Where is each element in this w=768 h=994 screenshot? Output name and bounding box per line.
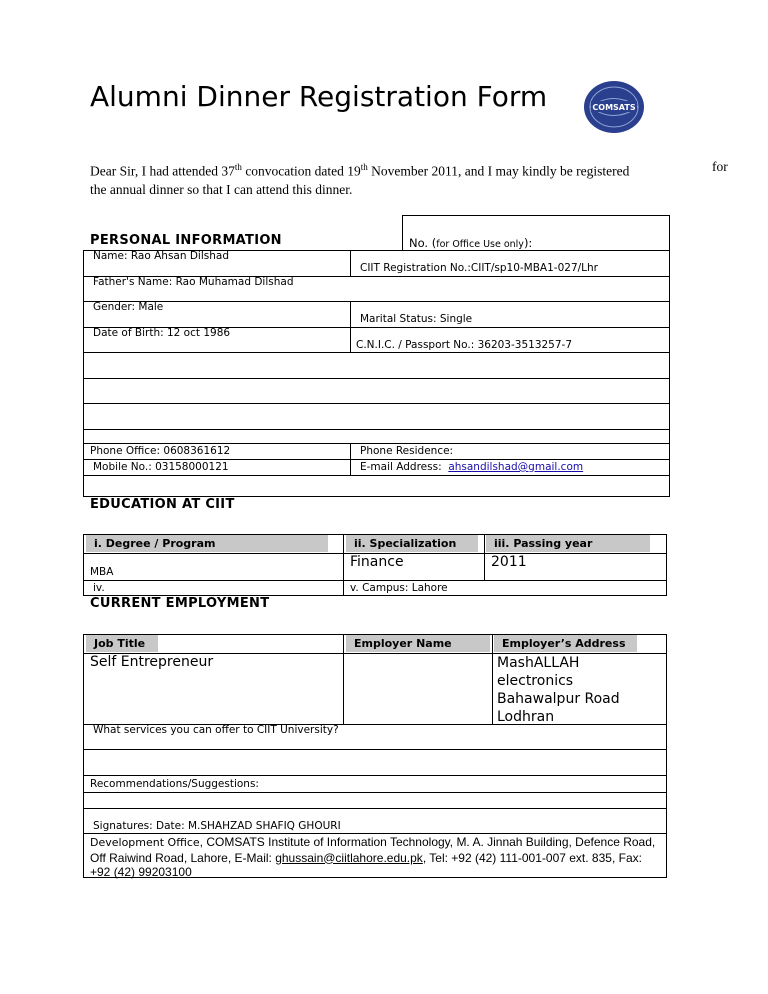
campus-field[interactable]: v. Campus: Lahore [350,582,448,594]
employer-name-header: Employer Name [346,635,490,652]
office-use-label: No. (for Office Use only): [409,236,533,250]
footer-email-link[interactable]: ghussain@ciitlahore.edu.pk [275,850,423,865]
mobile-field[interactable]: Mobile No.: 03158000121 [93,461,229,473]
specialization-value[interactable]: Finance [350,554,404,570]
father-name-field[interactable]: Father's Name: Rao Muhamad Dilshad [93,276,294,288]
job-title-header: Job Title [86,635,158,652]
passing-year-header: iii. Passing year [486,535,650,552]
iv-field[interactable]: iv. [93,582,105,594]
specialization-header: ii. Specialization [346,535,478,552]
intro-paragraph: Dear Sir, I had attended 37th convocation dated 19th November 2011, and I may kindly be registered for the annual dinner so that I can attend this dinner. [90,159,728,197]
phone-office-field[interactable]: Phone Office: 0608361612 [90,445,231,457]
cnic-field[interactable]: C.N.I.C. / Passport No.: 36203-3513257-7 [356,339,573,351]
name-field[interactable]: Name: Rao Ahsan Dilshad [93,250,229,262]
services-field[interactable]: What services you can offer to CIIT University? [93,724,339,736]
gender-field[interactable]: Gender: Male [93,301,164,313]
date-of-birth-field[interactable]: Date of Birth: 12 oct 1986 [93,327,231,339]
phone-residence-field[interactable]: Phone Residence: [360,445,454,457]
employer-address-value[interactable]: MashALLAH electronics Bahawalpur Road Lodhran [497,655,620,725]
registration-no-field[interactable]: CIIT Registration No.:CIIT/sp10-MBA1-027/Lhr [360,262,598,274]
footer-address: Development Office, COMSATS Institute of Information Technology, M. A. Jinnah Building, Defence Road, Off Raiwind Road, Lahore, E-Mail: ghussain@ciitlahore.edu.pk, Tel: +92 (42) 111-001-007 ext. 835, Fax: +92 (42) 99203100 [90,835,656,879]
education-heading: EDUCATION AT CIIT [90,497,235,512]
logo-text: COMSATS [592,103,636,112]
email-field[interactable]: E-mail Address: ahsandilshad@gmail.com [360,461,584,473]
employment-heading: CURRENT EMPLOYMENT [90,596,270,611]
marital-status-field[interactable]: Marital Status: Single [360,313,473,325]
email-link[interactable]: ahsandilshad@gmail.com [448,461,584,473]
personal-information-heading: PERSONAL INFORMATION [90,233,282,248]
recommendations-field[interactable]: Recommendations/Suggestions: [90,778,259,790]
signatures-field[interactable]: Signatures: Date: M.SHAHZAD SHAFIQ GHOURI [93,820,341,832]
employer-address-header: Employer’s Address [494,635,637,652]
degree-value[interactable]: MBA [90,566,114,578]
page-title: Alumni Dinner Registration Form [90,80,548,113]
degree-header: i. Degree / Program [86,535,328,552]
passing-year-value[interactable]: 2011 [491,554,527,570]
job-title-value[interactable]: Self Entrepreneur [90,654,214,670]
comsats-logo [583,80,645,134]
